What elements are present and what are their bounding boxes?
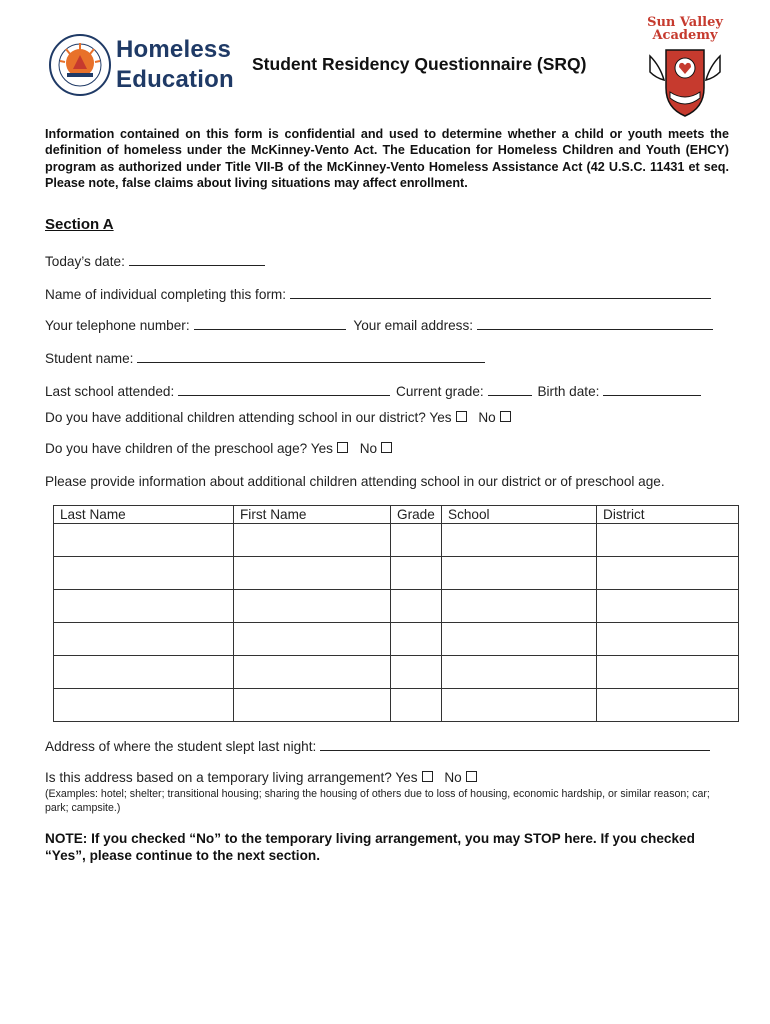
name-completing-label: Name of individual completing this form: — [45, 287, 287, 302]
table-cell[interactable] — [54, 623, 234, 656]
homeless-education-wordmark — [116, 35, 234, 95]
name-completing-field[interactable] — [290, 284, 711, 299]
additional-children-yes-checkbox[interactable] — [456, 411, 467, 422]
table-cell[interactable] — [442, 689, 597, 722]
col-school: School — [442, 506, 597, 524]
birth-date-field[interactable] — [603, 381, 701, 396]
table-cell[interactable] — [597, 524, 739, 557]
table-row — [54, 524, 739, 557]
school-row — [45, 381, 701, 399]
table-cell[interactable] — [54, 557, 234, 590]
sva-wordmark — [640, 16, 730, 42]
preschool-no-checkbox[interactable] — [381, 442, 392, 453]
additional-children-question: Do you have additional children attending school in our district? Yes — [45, 410, 452, 425]
current-grade-field[interactable] — [488, 381, 532, 396]
sun-valley-academy-logo — [640, 16, 730, 120]
preschool-row — [45, 441, 392, 456]
confidentiality-statement: Information contained on this form is confidential and used to determine whether a child or youth meets the definition of homeless under the McKinney-Vento Act. The Education for Homeless Children and Youth (EHCY) program as authorized under Title VII-B of the McKinney-Vento Homeless Assistance Act (42 U.S.C. 11431 et seq. Please note, false claims about living situations may affect enrollment. — [45, 127, 729, 191]
temporary-question: Is this address based on a temporary living arrangement? Yes — [45, 770, 418, 785]
table-cell[interactable] — [442, 524, 597, 557]
table-cell[interactable] — [54, 524, 234, 557]
preschool-yes-checkbox[interactable] — [337, 442, 348, 453]
last-school-field[interactable] — [178, 381, 390, 396]
logo-line-homeless: Homeless — [116, 36, 231, 63]
table-cell[interactable] — [597, 689, 739, 722]
logo-line-education: Education — [116, 66, 234, 93]
email-field[interactable] — [477, 315, 713, 330]
table-cell[interactable] — [54, 656, 234, 689]
table-cell[interactable] — [442, 557, 597, 590]
table-cell[interactable] — [234, 623, 391, 656]
address-label: Address of where the student slept last night: — [45, 739, 317, 754]
arizona-seal-icon — [48, 33, 112, 97]
table-cell[interactable] — [597, 656, 739, 689]
table-cell[interactable] — [391, 689, 442, 722]
table-intro: Please provide information about additional children attending school in our district or of preschool age. — [45, 474, 665, 489]
table-cell[interactable] — [442, 656, 597, 689]
col-district: District — [597, 506, 739, 524]
examples-text: (Examples: hotel; shelter; transitional housing; sharing the housing of others due to loss of housing, economic hardship, or similar reason; car; park; campsite.) — [45, 788, 710, 814]
table-row — [54, 590, 739, 623]
birth-date-label: Birth date: — [537, 384, 600, 399]
sva-line-2: Academy — [652, 28, 718, 43]
current-grade-label: Current grade: — [396, 384, 484, 399]
table-cell[interactable] — [391, 590, 442, 623]
section-a-heading: Section A — [45, 216, 114, 233]
table-cell[interactable] — [442, 623, 597, 656]
temporary-yes-checkbox[interactable] — [422, 771, 433, 782]
table-cell[interactable] — [234, 557, 391, 590]
table-cell[interactable] — [442, 590, 597, 623]
col-grade: Grade — [391, 506, 442, 524]
table-cell[interactable] — [391, 656, 442, 689]
table-header-row — [54, 506, 739, 524]
table-cell[interactable] — [54, 689, 234, 722]
temporary-arrangement-row — [45, 770, 477, 785]
table-row — [54, 557, 739, 590]
sva-line-1: Sun Valley — [647, 15, 723, 30]
student-name-field[interactable] — [137, 348, 485, 363]
table-row — [54, 689, 739, 722]
telephone-label: Your telephone number: — [45, 318, 190, 333]
page-title: Student Residency Questionnaire (SRQ) — [252, 54, 587, 74]
table-cell[interactable] — [597, 590, 739, 623]
name-completing-row — [45, 284, 711, 302]
last-school-label: Last school attended: — [45, 384, 175, 399]
table-cell[interactable] — [391, 623, 442, 656]
homeless-education-logo — [48, 33, 240, 99]
student-name-row — [45, 348, 485, 366]
table-cell[interactable] — [391, 557, 442, 590]
col-last-name: Last Name — [54, 506, 234, 524]
stop-note: NOTE: If you checked “No” to the temporary living arrangement, you may STOP here. If you checked “Yes”, please continue to the next section. — [45, 831, 695, 863]
table-cell[interactable] — [234, 590, 391, 623]
table-cell[interactable] — [234, 524, 391, 557]
table-cell[interactable] — [54, 590, 234, 623]
todays-date-field[interactable] — [129, 251, 265, 266]
table-row — [54, 656, 739, 689]
table-cell[interactable] — [234, 656, 391, 689]
address-row — [45, 736, 710, 754]
additional-children-no-checkbox[interactable] — [500, 411, 511, 422]
student-name-label: Student name: — [45, 351, 134, 366]
contact-row — [45, 315, 713, 333]
temporary-no-label: No — [444, 770, 462, 785]
table-cell[interactable] — [597, 623, 739, 656]
todays-date-row — [45, 251, 265, 269]
table-cell[interactable] — [597, 557, 739, 590]
additional-children-table — [53, 505, 739, 722]
preschool-no-label: No — [359, 441, 378, 456]
eagle-shield-icon — [646, 44, 724, 120]
temporary-no-checkbox[interactable] — [466, 771, 477, 782]
telephone-field[interactable] — [194, 315, 346, 330]
col-first-name: First Name — [234, 506, 391, 524]
table-cell[interactable] — [234, 689, 391, 722]
additional-children-no-label: No — [478, 410, 496, 425]
address-field[interactable] — [320, 736, 710, 751]
table-row — [54, 623, 739, 656]
table-cell[interactable] — [391, 524, 442, 557]
email-label: Your email address: — [353, 318, 474, 333]
preschool-question: Do you have children of the preschool age? Yes — [45, 441, 333, 456]
additional-children-row — [45, 410, 511, 425]
todays-date-label: Today’s date: — [45, 254, 125, 269]
